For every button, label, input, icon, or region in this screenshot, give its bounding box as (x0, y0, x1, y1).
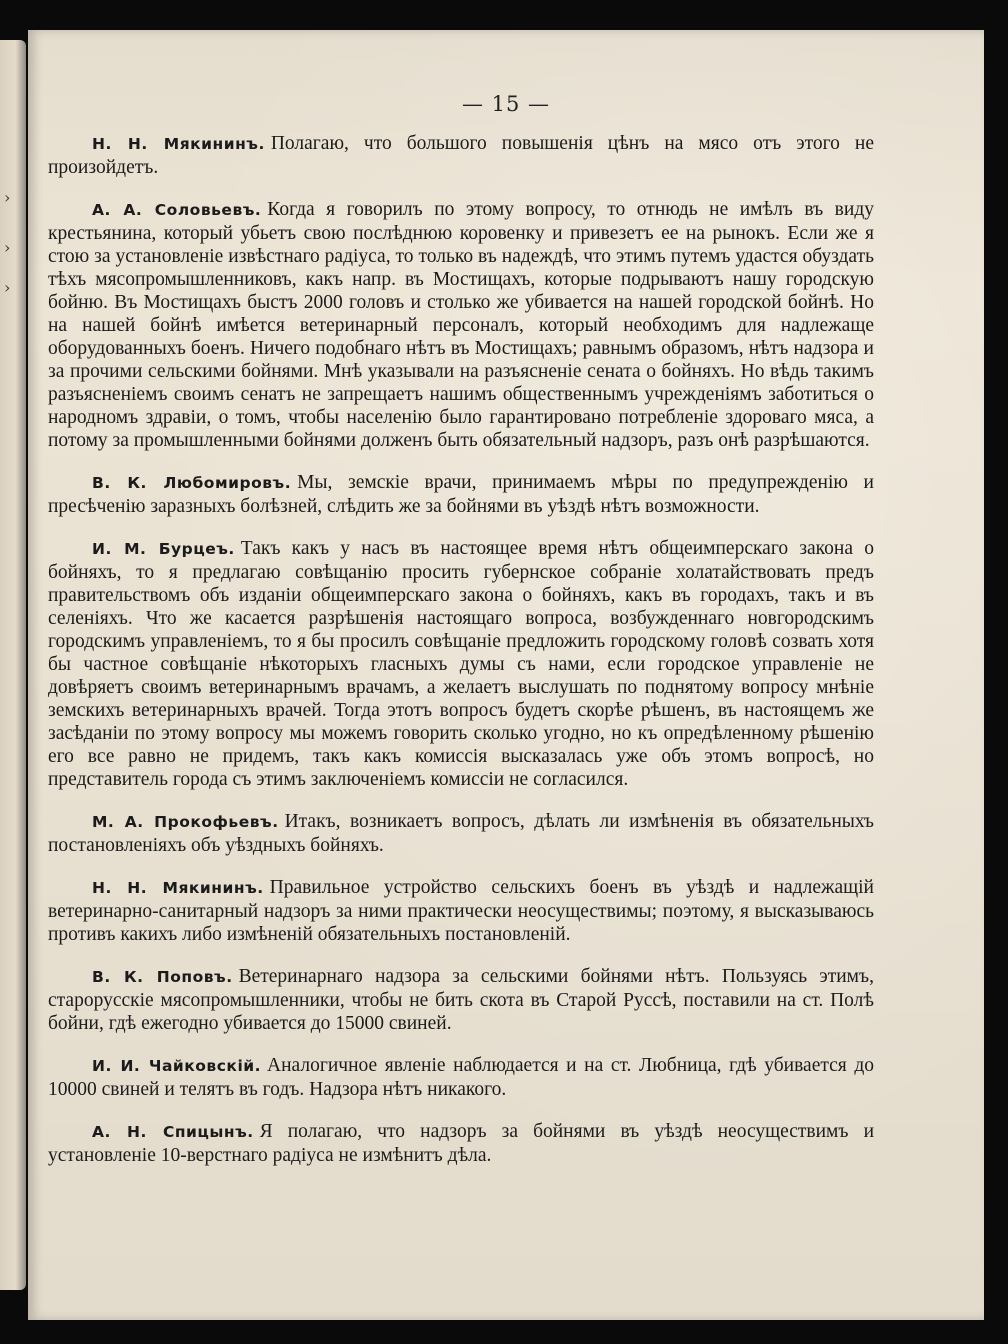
speaker-name: А. А. Соловьевъ. (92, 201, 262, 219)
speaker-name: А. Н. Спицынъ. (92, 1123, 254, 1141)
paragraph-text: Итакъ, возникаетъ вопросъ, дѣлать ли измѣненія въ обязательныхъ постановленіяхъ объ уѣздныхъ бойняхъ. (48, 811, 874, 856)
scan-bottom-margin (28, 1320, 984, 1344)
paragraph (48, 810, 874, 857)
paragraph-text: Полагаю, что большого повышенія цѣнъ на мясо отъ этого не произойдетъ. (48, 133, 874, 178)
edge-mark: › (4, 278, 11, 297)
document-page (28, 30, 984, 1320)
speaker-name: В. К. Любомировъ. (92, 474, 292, 492)
speaker-name: М. А. Прокофьевъ. (92, 813, 279, 831)
paragraph-text: Я полагаю, что надзоръ за бойнями въ уѣздѣ неосуществимъ и установленіе 10-верстнаго радіуса не измѣнитъ дѣла. (48, 1121, 875, 1166)
paragraph (48, 198, 874, 452)
edge-mark: › (4, 238, 11, 257)
paragraph (48, 1054, 874, 1101)
paragraph (48, 965, 874, 1035)
paragraph-text: Когда я говорилъ по этому вопросу, то отнюдь не имѣлъ въ виду крестьянина, который убьетъ свою послѣднюю коровенку и привезетъ ее на рынокъ. Если же я стою за установленіе извѣстнаго радіуса, то только въ надеждѣ, что этимъ путемъ удастся обуздать тѣхъ мясопромышленниковъ, какъ напр. въ Мостищахъ, которые подрываютъ нашу городскую бойню. Въ Мостищахъ быстъ 2000 головъ и столько же убивается на нашей городской бойнѣ. Но на нашей бойнѣ имѣется ветеринарный персоналъ, который необходимъ для надлежаще оборудованныхъ боенъ. Ничего подобнаго нѣтъ въ Мостищахъ; равнымъ образомъ, нѣтъ надзора и за прочими сельскими бойнями. Мнѣ указывали на разъясненіе сената о бойняхъ. Но вѣдь такимъ разъясненіемъ своимъ сенатъ не запрещаетъ нашимъ общественнымъ учрежденіямъ заботиться о народномъ здравіи, о томъ, чтобы населенію было гарантировано потребленіе здороваго мяса, а потому за промышленными бойнями долженъ быть обязательный надзоръ, разъ онѣ разрѣшаются. (48, 199, 874, 451)
body-text (48, 132, 874, 1186)
paragraph (48, 876, 874, 946)
edge-mark: › (4, 188, 11, 207)
speaker-name: Н. Н. Мякининъ. (92, 879, 264, 897)
paragraph (48, 471, 874, 518)
speaker-name: Н. Н. Мякининъ. (92, 135, 265, 153)
speaker-name: И. М. Бурцеъ. (92, 540, 235, 558)
paragraph (48, 1120, 874, 1167)
paragraph (48, 132, 874, 179)
paragraph-text: Ветеринарнаго надзора за сельскими бойнями нѣтъ. Пользуясь этимъ, старорусскіе мясопромышленники, чтобы не бить скота въ Старой Руссѣ, поставили на ст. Полѣ бойни, гдѣ ежегодно убивается до 15000 свиней. (48, 966, 874, 1034)
page-number: — 15 — (461, 92, 551, 116)
left-page-edge (0, 40, 26, 1290)
speaker-name: И. И. Чайковскій. (92, 1057, 262, 1075)
paragraph-text: Правильное устройство сельскихъ боенъ въ уѣздѣ и надлежащій ветеринарно-санитарный надзоръ за ними практически неосуществимы; поэтому, я высказываюсь противъ какихъ либо измѣненій обязательныхъ постановленій. (48, 877, 874, 945)
paragraph-text: Аналогичное явленіе наблюдается и на ст. Любница, гдѣ убивается до 10000 свиней и телятъ въ годъ. Надзора нѣтъ никакого. (48, 1055, 874, 1100)
paragraph-text: Мы, земскіе врачи, принимаемъ мѣры по предупрежденію и пресѣченію заразныхъ болѣзней, слѣдить же за бойнями въ уѣздѣ нѣтъ возможности. (48, 472, 874, 517)
paragraph-text: Такъ какъ у насъ въ настоящее время нѣтъ общеимперскаго закона о бойняхъ, то я предлагаю совѣщанію просить губернское собраніе холатайствовать предъ правительствомъ объ изданіи общеимперскаго закона о бойняхъ, какъ въ городахъ, такъ и въ селеніяхъ. Что же касается разрѣшенія настоящаго вопроса, возбужденнаго новгородскимъ городскимъ управленіемъ, то я бы просилъ совѣщаніе предложить городскому головѣ созвать хотя бы частное совѣщаніе нѣкоторыхъ гласныхъ думы съ нами, если городское управленіе не довѣряетъ своимъ ветеринарнымъ врачамъ, а желаетъ выслушать по поднятому вопросу мнѣніе земскихъ ветеринарныхъ врачей. Тогда этотъ вопросъ будетъ скорѣе рѣшенъ, въ настоящемъ же засѣданіи по этому вопросу мы можемъ говорить сколько угодно, но къ опредѣленному рѣшенію его все равно не придемъ, такъ какъ комиссія высказалась уже объ этомъ вопросѣ, но представитель города съ этимъ заключеніемъ комиссіи не согласился. (48, 538, 875, 790)
speaker-name: В. К. Поповъ. (92, 968, 233, 986)
paragraph (48, 537, 874, 791)
